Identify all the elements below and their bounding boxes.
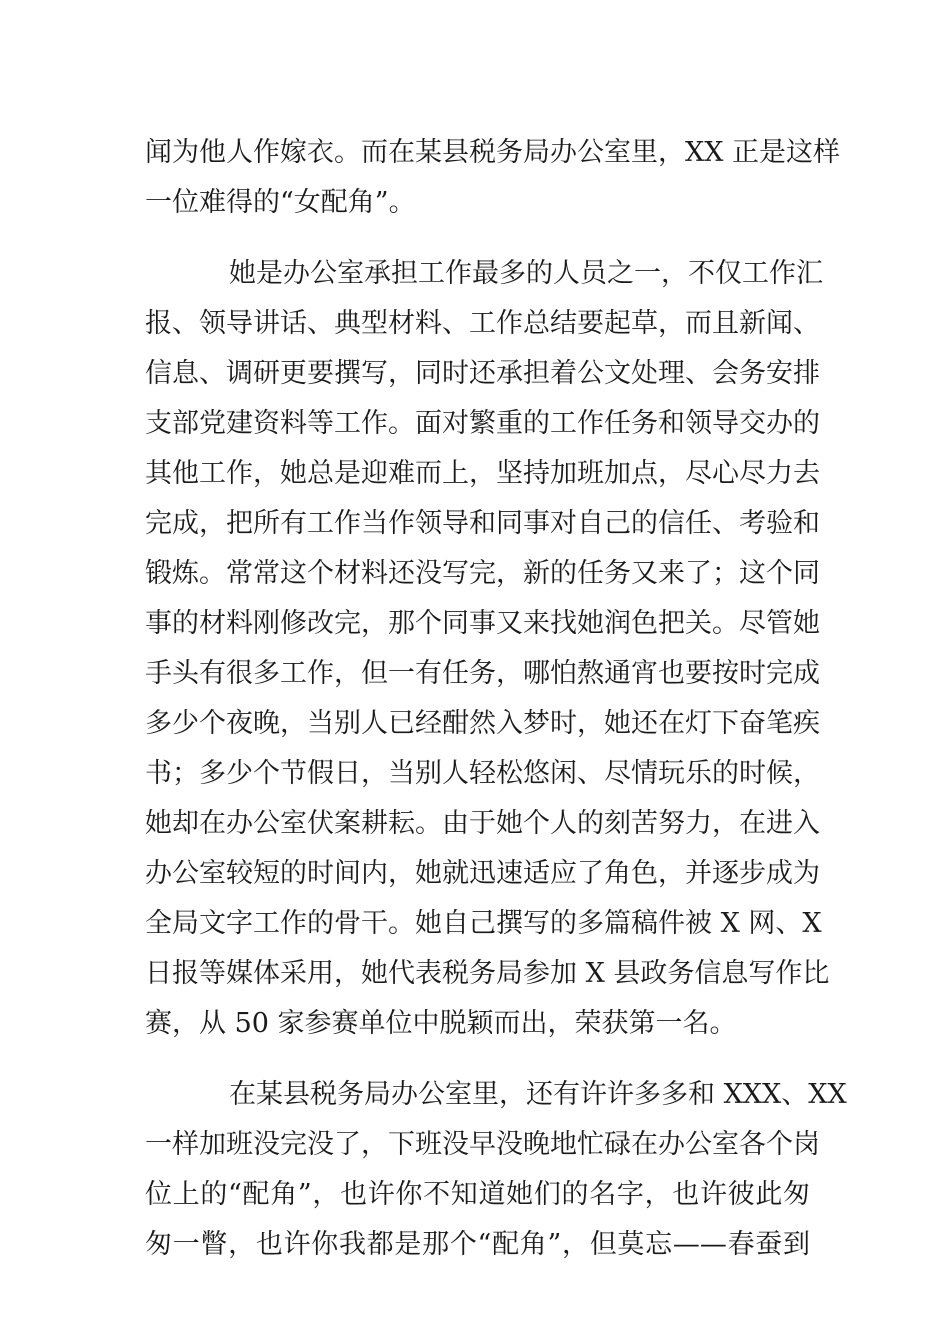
text-line: 赛，从 50 家参赛单位中脱颖而出，荣获第一名。 [145, 1008, 737, 1039]
text-line: 书；多少个节假日，当别人轻松悠闲、尽情玩乐的时候， [145, 758, 820, 789]
text-line: 全局文字工作的骨干。她自己撰写的多篇稿件被 X 网、X [145, 908, 822, 939]
text-line: 一样加班没完没了，下班没早没晚地忙碌在办公室各个岗 [145, 1129, 820, 1160]
text-line: 事的材料刚修改完，那个同事又来找她润色把关。尽管她 [145, 608, 820, 639]
text-line: 在某县税务局办公室里，还有许许多多和 XXX、XX [229, 1079, 847, 1110]
text-line: 匆一瞥，也许你我都是那个“配角”，但莫忘——春蚕到 [145, 1229, 810, 1260]
text-line: 她却在办公室伏案耕耘。由于她个人的刻苦努力，在进入 [145, 808, 820, 839]
text-line: 闻为他人作嫁衣。而在某县税务局办公室里，XX 正是这样 [145, 137, 841, 168]
text-line: 其他工作，她总是迎难而上，坚持加班加点，尽心尽力去 [145, 458, 820, 489]
document-body [145, 128, 847, 1270]
text-line: 日报等媒体采用，她代表税务局参加 X 县政务信息写作比 [145, 958, 830, 989]
text-line: 多少个夜晚，当别人已经酣然入梦时，她还在灯下奋笔疾 [145, 708, 820, 739]
text-line: 完成，把所有工作当作领导和同事对自己的信任、考验和 [145, 508, 820, 539]
text-line: 报、领导讲话、典型材料、工作总结要起草，而且新闻、 [145, 308, 820, 339]
paragraph-3 [145, 1070, 847, 1270]
text-line: 信息、调研更要撰写，同时还承担着公文处理、会务安排 [145, 358, 820, 389]
text-line: 一位难得的“女配角”。 [145, 187, 416, 218]
paragraph-1 [145, 128, 841, 228]
text-line: 支部党建资料等工作。面对繁重的工作任务和领导交办的 [145, 408, 820, 439]
text-line: 手头有很多工作，但一有任务，哪怕熬通宵也要按时完成 [145, 658, 820, 689]
text-line: 位上的“配角”，也许你不知道她们的名字，也许彼此匆 [145, 1179, 810, 1210]
text-line: 锻炼。常常这个材料还没写完，新的任务又来了；这个同 [145, 558, 820, 589]
text-line: 她是办公室承担工作最多的人员之一，不仅工作汇 [229, 258, 823, 289]
paragraph-2 [145, 249, 830, 1049]
text-line: 办公室较短的时间内，她就迅速适应了角色，并逐步成为 [145, 858, 820, 889]
